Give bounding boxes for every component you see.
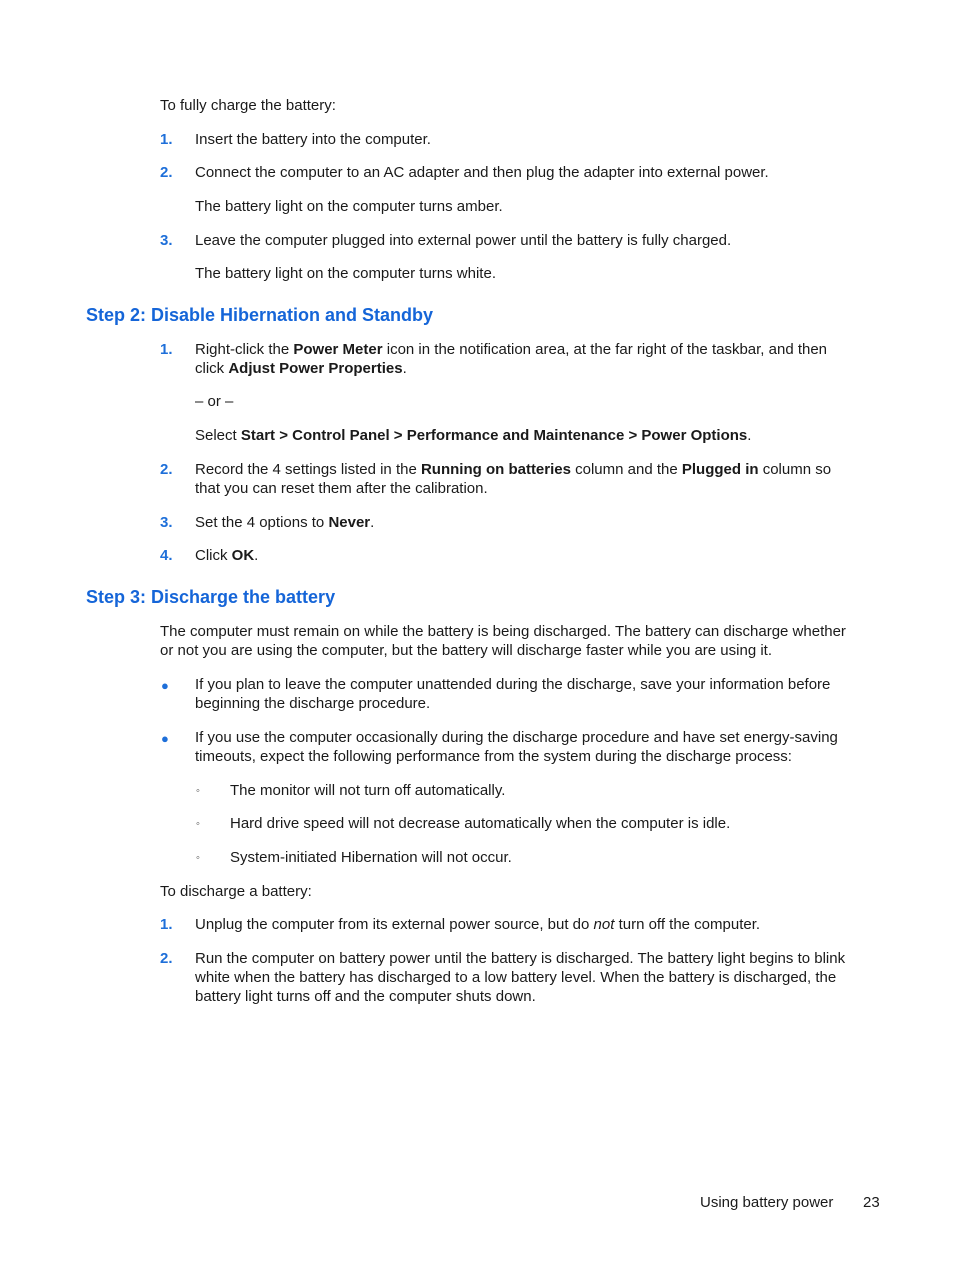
- sub-bullet-icon: ◦: [196, 818, 200, 830]
- footer-section-title: Using battery power: [700, 1194, 834, 1211]
- bullet-text: beginning the discharge procedure.: [195, 695, 431, 712]
- paragraph-text: or not you are using the computer, but the battery will discharge faster while you are using it.: [160, 642, 772, 659]
- step-text: Record the 4 settings listed in the Running on batteries column and the Plugged in column so: [195, 461, 832, 478]
- or-separator: – or –: [195, 393, 234, 410]
- bullet-icon: ●: [161, 678, 169, 693]
- sub-bullet-text: Hard drive speed will not decrease automatically when the computer is idle.: [230, 815, 731, 832]
- step-number: 1.: [160, 916, 173, 933]
- sub-bullet-icon: ◦: [196, 852, 200, 864]
- step-note: The battery light on the computer turns white.: [195, 265, 496, 282]
- step-text: Leave the computer plugged into external power until the battery is fully charged.: [195, 232, 732, 249]
- bullet-text: If you use the computer occasionally during the discharge procedure and have set energy-saving: [195, 729, 838, 746]
- step-text: Unplug the computer from its external power source, but do not turn off the computer.: [195, 916, 761, 933]
- sub-bullet-text: The monitor will not turn off automatically.: [230, 782, 506, 799]
- step-number: 3.: [160, 232, 173, 249]
- menu-path-text: Select Start > Control Panel > Performance and Maintenance > Power Options.: [195, 427, 752, 444]
- step-text: Insert the battery into the computer.: [195, 131, 431, 148]
- bullet-text: If you plan to leave the computer unattended during the discharge, save your information before: [195, 676, 831, 693]
- step-number: 4.: [160, 547, 173, 564]
- paragraph-text: To discharge a battery:: [160, 883, 312, 900]
- step-text: Set the 4 options to Never.: [195, 514, 375, 531]
- section-heading-step3: Step 3: Discharge the battery: [86, 587, 336, 607]
- step-text: battery light turns off and the computer shuts down.: [195, 988, 536, 1005]
- sub-bullet-icon: ◦: [196, 785, 200, 797]
- step-text: white when the battery has discharged to a low battery level. When the battery is discharged, the: [195, 969, 837, 986]
- section-heading-step2: Step 2: Disable Hibernation and Standby: [86, 305, 434, 325]
- step-number: 1.: [160, 341, 173, 358]
- step-text: Connect the computer to an AC adapter and then plug the adapter into external power.: [195, 164, 769, 181]
- step-text: Right-click the Power Meter icon in the notification area, at the far right of the taskbar, and then: [195, 341, 828, 358]
- step-number: 2.: [160, 950, 173, 967]
- step-note: The battery light on the computer turns amber.: [195, 198, 503, 215]
- bullet-text: timeouts, expect the following performance from the system during the discharge process:: [195, 748, 792, 765]
- step-text: that you can reset them after the calibration.: [195, 480, 488, 497]
- step-number: 2.: [160, 164, 173, 181]
- step-text: click Adjust Power Properties.: [195, 360, 407, 377]
- step-number: 2.: [160, 461, 173, 478]
- step-number: 1.: [160, 131, 173, 148]
- step-text: Click OK.: [195, 547, 259, 564]
- step-number: 3.: [160, 514, 173, 531]
- step-text: Run the computer on battery power until the battery is discharged. The battery light begins to blink: [195, 950, 846, 967]
- bullet-icon: ●: [161, 731, 169, 746]
- paragraph-text: The computer must remain on while the battery is being discharged. The battery can discharge whether: [160, 623, 846, 640]
- sub-bullet-text: System-initiated Hibernation will not occur.: [230, 849, 512, 866]
- intro-text: To fully charge the battery:: [160, 97, 336, 114]
- page-number: 23: [863, 1194, 880, 1211]
